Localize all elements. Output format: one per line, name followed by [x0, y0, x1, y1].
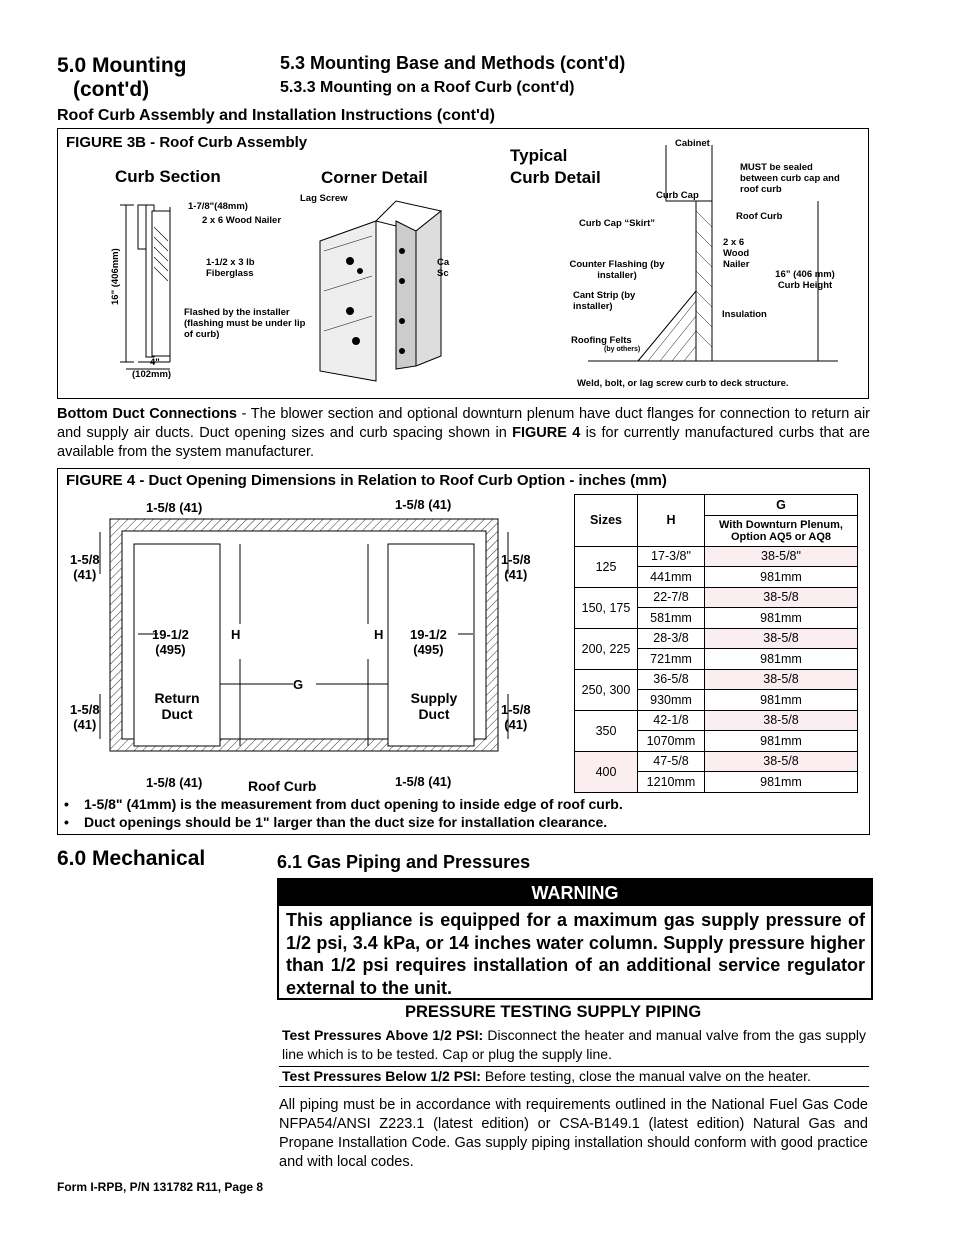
- curb-cap-skirt-label: Curb Cap “Skirt”: [579, 218, 656, 229]
- section-heading-mechanical: 6.0 Mechanical: [57, 847, 206, 870]
- curb-width-label: 1-7/8"(48mm): [188, 201, 248, 212]
- label-h-right: H: [374, 627, 384, 642]
- table-header-sizes: Sizes: [575, 495, 638, 547]
- insulation-label: Insulation: [722, 309, 767, 320]
- curb-bottom-label: 4": [150, 357, 160, 368]
- curb-cap-label: Curb Cap: [656, 190, 699, 201]
- roof-curb-label-fig4: Roof Curb: [248, 778, 317, 794]
- table-row: 441mm 981mm: [575, 567, 858, 588]
- table-row: 125 17-3/8" 38-5/8": [575, 546, 858, 567]
- duct-size-table: [574, 494, 858, 793]
- weld-label: Weld, bolt, or lag screw curb to deck structure.: [577, 378, 789, 389]
- dim-top-left: 1-5/8 (41): [146, 500, 203, 515]
- table-row: 400 47-5/8 38-5/8: [575, 751, 858, 772]
- test-below-paragraph: Test Pressures Below 1/2 PSI: Before testing, close the manual valve on the heater.: [282, 1068, 811, 1084]
- subsection-title: 5.3.3 Mounting on a Roof Curb (cont'd): [280, 79, 575, 96]
- dim-side-left-bottom: 1-5/8 (41): [70, 702, 100, 732]
- section-title: 5.3 Mounting Base and Methods (cont'd): [280, 53, 626, 73]
- dim-bottom-right: 1-5/8 (41): [395, 774, 452, 789]
- dim-side-right-top: 1-5/8 (41): [501, 552, 531, 582]
- warning-text: This appliance is equipped for a maximum gas supply pressure of 1/2 psi, 3.4 kPa, or 14 inches water column. Supply pressure higher than 1/2 psi requires installation of an additional service regulator external to the unit.: [286, 910, 865, 998]
- lag-screw-label: Lag Screw: [300, 193, 348, 204]
- table-row: 200, 225 28-3/8 38-5/8: [575, 628, 858, 649]
- roofing-felts-by-label: (by others): [604, 346, 641, 353]
- list-item: • 1-5/8" (41mm) is the measurement from duct opening to inside edge of roof curb.: [58, 796, 623, 812]
- corner-cut-label: Ca Sc: [437, 257, 450, 279]
- table-row: 250, 300 36-5/8 38-5/8: [575, 669, 858, 690]
- dim-top-right: 1-5/8 (41): [395, 497, 452, 512]
- figure-4: [57, 468, 870, 835]
- test-above-paragraph: Test Pressures Above 1/2 PSI: Disconnect the heater and manual valve from the gas supply line which is to be tested. Cap or plug the supply line.: [282, 1027, 866, 1062]
- table-row: 930mm 981mm: [575, 690, 858, 711]
- piping-paragraph: All piping must be in accordance with requirements outlined in the National Fuel Gas Code NFPA54/ANSI Z223.1 (latest edition) or CSA-B149.1 (latest edition) Natural Gas and Propane Installation Code. Gas supply piping installation should conform with good practice and with local codes.: [279, 1097, 868, 1170]
- cabinet-label: Cabinet: [675, 138, 710, 149]
- pressure-testing-heading: PRESSURE TESTING SUPPLY PIPING: [405, 1003, 702, 1021]
- curb-section-heading: Curb Section: [115, 167, 221, 186]
- page-footer: Form I-RPB, P/N 131782 R11, Page 8: [57, 1180, 264, 1194]
- figure-4-notes: [58, 796, 623, 832]
- table-header-h: H: [638, 495, 705, 547]
- sealed-label: MUST be sealed between curb cap and roof curb: [740, 162, 840, 195]
- table-row: 1070mm 981mm: [575, 731, 858, 752]
- figure-4-title: FIGURE 4 - Duct Opening Dimensions in Relation to Roof Curb Option - inches (mm): [66, 472, 667, 489]
- table-row: 721mm 981mm: [575, 649, 858, 670]
- curb-flashed-label: Flashed by the installer (flashing must be under lip of curb): [184, 307, 306, 340]
- curb-fiberglass-label: 1-1/2 x 3 lb Fiberglass: [206, 257, 255, 279]
- warning-label: WARNING: [279, 880, 871, 906]
- curb-height-label: 16" (406mm): [110, 248, 121, 305]
- table-row: 350 42-1/8 38-5/8: [575, 710, 858, 731]
- label-g: G: [293, 677, 304, 692]
- dim-width-left: 19-1/2 (495): [152, 627, 189, 657]
- figure-3b-title: FIGURE 3B - Roof Curb Assembly: [66, 134, 308, 151]
- return-duct-label: Return Duct: [154, 690, 200, 722]
- label-h-left: H: [231, 627, 241, 642]
- figure-3b: [57, 128, 869, 399]
- dim-width-right: 19-1/2 (495): [410, 627, 447, 657]
- dim-side-right-bottom: 1-5/8 (41): [501, 702, 531, 732]
- curb-nailer-label: 2 x 6 Wood Nailer: [202, 215, 282, 226]
- cant-strip-label: Cant Strip (by installer): [573, 290, 636, 312]
- section-heading-mounting: 5.0 Mounting (cont'd): [57, 54, 187, 101]
- corner-detail-heading: Corner Detail: [321, 168, 428, 187]
- table-row: 150, 175 22-7/8 38-5/8: [575, 587, 858, 608]
- dim-bottom-left: 1-5/8 (41): [146, 775, 203, 790]
- gas-piping-heading: 6.1 Gas Piping and Pressures: [277, 852, 531, 872]
- corner-detail-drawing: [316, 191, 451, 391]
- typical-detail-heading: Typical Curb Detail: [510, 146, 601, 187]
- duct-opening-drawing: [68, 494, 568, 799]
- roof-curb-label: Roof Curb: [736, 211, 783, 222]
- wood-nailer-label: 2 x 6 Wood Nailer: [723, 237, 750, 270]
- table-row: 1210mm 981mm: [575, 772, 858, 793]
- table-header-g: G: [705, 495, 858, 516]
- counter-flashing-label: Counter Flashing (by installer): [569, 259, 665, 281]
- curb-height-detail-label: 16” (406 mm) Curb Height: [775, 269, 835, 291]
- supply-duct-label: Supply Duct: [410, 690, 458, 722]
- bottom-duct-paragraph: Bottom Duct Connections - The blower section and optional downturn plenum have duct flanges for connection to return air and supply air ducts. Duct opening sizes and curb spacing shown in FIGURE 4 is for currently manufactured curbs that are available from the system manufacturer.: [57, 406, 870, 460]
- list-item: • Duct openings should be 1" larger than the duct size for installation clearance.: [58, 814, 623, 830]
- dim-side-left-top: 1-5/8 (41): [70, 552, 100, 582]
- roofing-felts-label: Roofing Felts: [571, 335, 632, 346]
- instructions-title: Roof Curb Assembly and Installation Instructions (cont'd): [57, 107, 495, 124]
- warning-box: [277, 878, 873, 1000]
- table-header-g-sub: With Downturn Plenum, Option AQ5 or AQ8: [705, 515, 858, 546]
- table-row: 581mm 981mm: [575, 608, 858, 629]
- curb-bottom-mm-label: (102mm): [132, 369, 172, 380]
